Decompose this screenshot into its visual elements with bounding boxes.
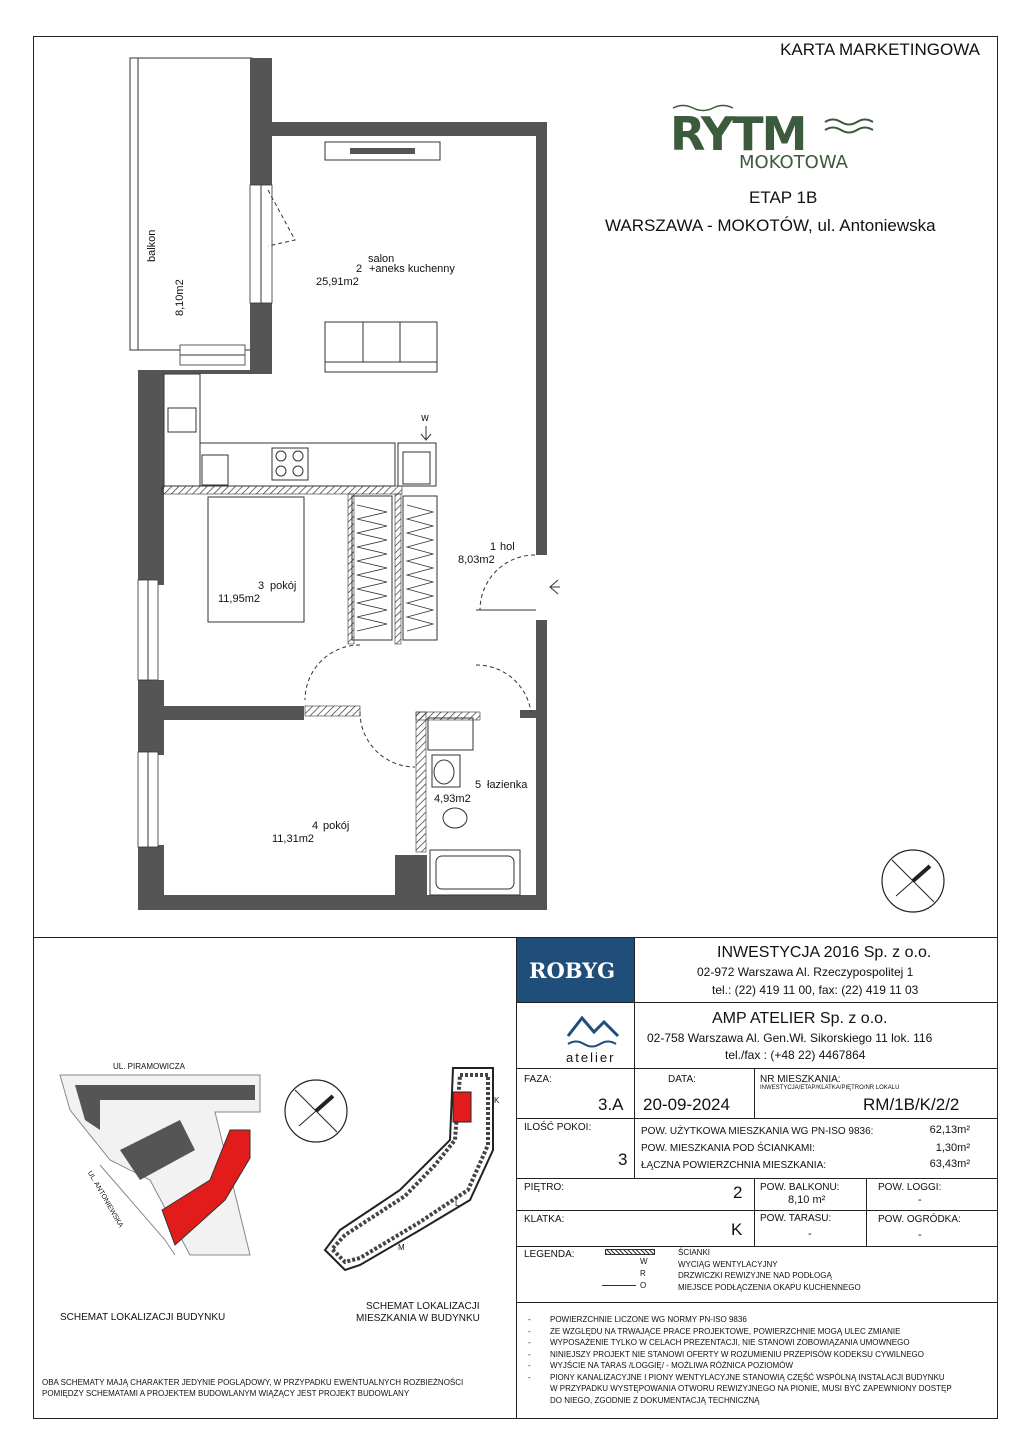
note-item: - POWIERZCHNIE LICZONE WG NORMY PN-ISO 9836 (528, 1315, 747, 1324)
note-item: - WYPOSAŻENIE TYLKO W CELACH PREZENTACJI, NIE STANOWI ZOBOWIĄZANIA UMOWNEGO (528, 1338, 910, 1347)
taras-label: POW. TARASU: (760, 1213, 832, 1224)
schema-k: K (494, 1096, 500, 1105)
room-3-name: pokój (270, 580, 297, 592)
wall-hatch-icon (605, 1249, 655, 1255)
klatka-value: K (731, 1220, 743, 1239)
schema-m: M (398, 1243, 405, 1252)
vent-mark: W (421, 414, 429, 423)
legend-item-1: ŚCIANKI (678, 1248, 711, 1257)
legend-sym-r: R (640, 1269, 646, 1278)
pow-uz-value: 62,13m² (929, 1124, 970, 1136)
legend-item-2: WYCIĄG WENTYLACYJNY (678, 1260, 778, 1269)
note-item: - NINIEJSZY PROJEKT NIE STANOWI OFERTY W ROZUMIENIU PRZEPISÓW KODEKSU CYWILNEGO (528, 1349, 924, 1359)
pietro-value: 2 (733, 1183, 743, 1202)
architect-address: 02-758 Warszawa Al. Gen.Wł. Sikorskiego 11 lok. 116 (647, 1031, 933, 1045)
ogrodek-label: POW. OGRÓDKA: (878, 1214, 961, 1225)
architect-phone: tel./fax : (+48 22) 4467864 (725, 1048, 866, 1062)
logo-sub: MOKOTOWA (739, 152, 848, 173)
room-5-area: 4,93m2 (434, 793, 471, 805)
pokoi-value: 3 (618, 1150, 628, 1169)
pow-uz-label: POW. UŻYTKOWA MIESZKANIA WG PN-ISO 9836: (641, 1126, 874, 1137)
room-3-no: 3 (258, 580, 265, 592)
atelier-logo: atelier (560, 1006, 630, 1066)
room-1-area: 8,03m2 (458, 554, 495, 566)
investor-name: INWESTYCJA 2016 Sp. z o.o. (717, 944, 932, 961)
hood-line-icon (602, 1285, 636, 1286)
room-3-area: 11,95m2 (218, 593, 260, 605)
room-5-name: łazienka (487, 779, 528, 791)
flat-location-schema (320, 1060, 510, 1280)
card-title: KARTA MARKETINGOWA (780, 40, 980, 59)
room-4-name: pokój (323, 820, 350, 832)
nr-value: RM/1B/K/2/2 (863, 1095, 960, 1114)
room-5-no: 5 (475, 779, 482, 791)
robyg-logo: ROBYG (517, 938, 634, 1002)
loggia-label: POW. LOGGI: (878, 1182, 942, 1193)
room-2-name2: +aneks kuchenny (369, 263, 455, 275)
balkon-value: 8,10 m² (788, 1194, 826, 1206)
data-label: DATA: (668, 1074, 696, 1085)
north-compass-icon (880, 848, 946, 914)
loggia-value: - (918, 1194, 922, 1206)
faza-value: 3.A (598, 1095, 624, 1114)
faza-label: FAZA: (524, 1074, 552, 1085)
room-2-area: 25,91m2 (316, 276, 359, 288)
klatka-label: KLATKA: (524, 1214, 565, 1225)
data-value: 20-09-2024 (643, 1095, 730, 1114)
street-piramowicza: UL. PIRAMOWICZA (113, 1062, 186, 1071)
flat-schema-caption-1: SCHEMAT LOKALIZACJI (366, 1301, 480, 1312)
room-2-no: 2 (356, 263, 363, 275)
legend-sym-w: W (640, 1257, 648, 1266)
taras-value: - (808, 1228, 812, 1240)
balcony-name: balkon (146, 229, 158, 262)
ogrodek-value: - (918, 1229, 922, 1241)
street-antoniewska: UL. ANTONIEWSKA (85, 1170, 125, 1229)
pow-sc-label: POW. MIESZKANIA POD ŚCIANKAMI: (641, 1143, 815, 1154)
flat-schema-caption-2: MIESZKANIA W BUDYNKU (356, 1313, 480, 1324)
room-4-area: 11,31m2 (272, 833, 314, 845)
rytm-logo (665, 100, 880, 175)
pow-laczna-value: 63,43m² (929, 1158, 970, 1170)
balcony-area: 8,10m2 (174, 279, 186, 316)
pietro-label: PIĘTRO: (524, 1182, 565, 1193)
logo-main: RYTM (670, 107, 806, 161)
note-item: W PRZYPADKU WYSTĘPOWANIA OTWORU REWIZYJNEGO NA PIONIE, MUSI BYĆ ZAPEWNIONY DOSTĘP (550, 1384, 952, 1393)
room-1-no: 1 (490, 541, 497, 553)
legend-sym-o: O (640, 1281, 647, 1290)
note-item: - PIONY KANALIZACYJNE I PIONY WENTYLACYJNE STANOWIĄ CZĘŚĆ WSPÓLNĄ INSTALACJI BUDYNKU (528, 1372, 945, 1382)
stage: ETAP 1B (749, 188, 818, 207)
balkon-label: POW. BALKONU: (760, 1182, 840, 1193)
room-4-no: 4 (312, 820, 319, 832)
schema-l: L (455, 1199, 460, 1208)
pow-sc-value: 1,30m² (935, 1142, 970, 1154)
room-2-name: salon (368, 253, 395, 265)
investor-address: 02-972 Warszawa Al. Rzeczypospolitej 1 (697, 965, 914, 979)
legend-item-4: MIEJSCE PODŁĄCZENIA OKAPU KUCHENNEGO (678, 1283, 861, 1292)
pow-laczna-label: ŁĄCZNA POWIERZCHNIA MIESZKANIA: (641, 1160, 827, 1171)
note-item: DO NIEGO, ZGODNIE Z DOKUMENTACJĄ TECHNICZNĄ (550, 1395, 760, 1405)
building-location-schema (55, 1058, 275, 1278)
nr-label: NR MIESZKANIA: (760, 1074, 841, 1085)
location: WARSZAWA - MOKOTÓW, ul. Antoniewska (605, 216, 936, 235)
note-item: - WYJŚCIE NA TARAS /LOGGIĘ/ - MOŻLIWA RÓŻNICA POZIOMÓW (528, 1361, 793, 1370)
architect-name: AMP ATELIER Sp. z o.o. (712, 1010, 888, 1027)
pokoi-label: ILOŚĆ POKOI: (524, 1122, 592, 1133)
room-1-name: hol (500, 541, 515, 553)
legend-label: LEGENDA: (524, 1249, 575, 1260)
legend-item-3: DRZWICZKI REWIZYJNE NAD PODŁOGĄ (678, 1271, 832, 1280)
investor-phone: tel.: (22) 419 11 00, fax: (22) 419 11 03 (712, 983, 919, 997)
nr-sub: INWESTYCJA/ETAP/KLATKA/PIĘTRO/NR LOKALU (760, 1085, 900, 1091)
disclaimer-line-2: POMIĘDZY SCHEMATAMI A PROJEKTEM BUDOWLANYM WIĄŻĄCY JEST PROJEKT BUDOWLANY (42, 1389, 410, 1398)
note-item: - ZE WZGLĘDU NA TRWAJĄCE PRACE PROJEKTOWE, POWIERZCHNIE MOGĄ ULEC ZMIANIE (528, 1326, 901, 1336)
disclaimer-line-1: OBA SCHEMATY MAJĄ CHARAKTER JEDYNIE POGLĄDOWY, W PRZYPADKU EWENTUALNYCH ROZBIEŻNOŚCI (42, 1378, 464, 1387)
building-schema-caption: SCHEMAT LOKALIZACJI BUDYNKU (60, 1312, 226, 1323)
notes-list (528, 1314, 952, 1406)
